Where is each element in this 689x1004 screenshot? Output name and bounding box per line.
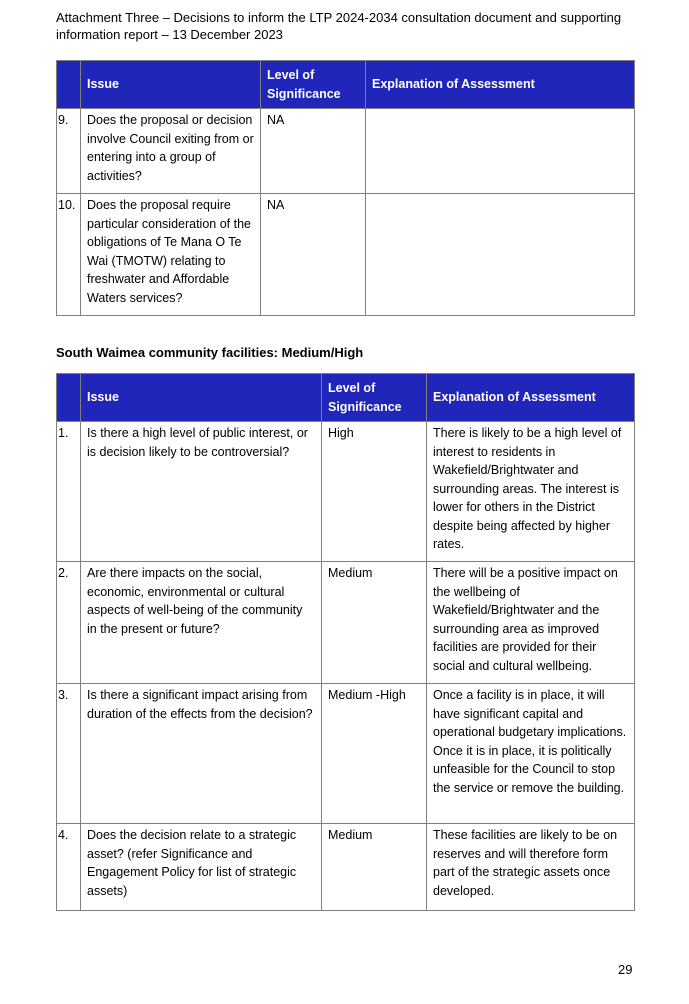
row-level: Medium (322, 824, 427, 911)
column-header-number (57, 374, 81, 422)
row-issue: Are there impacts on the social, economic, environmental or cultural aspects of well-being of the community in the present or future? (81, 562, 322, 684)
table-header-row (57, 374, 635, 422)
table-row (57, 684, 635, 824)
row-explanation (366, 194, 635, 316)
row-number: 2. (57, 562, 81, 684)
table-header-row (57, 61, 635, 109)
column-header-explanation: Explanation of Assessment (427, 374, 635, 422)
header-line-1: Attachment Three – Decisions to inform the LTP 2024-2034 consultation document and supporting (56, 10, 622, 25)
row-explanation: Once a facility is in place, it will have significant capital and operational budgetary implications. Once it is in place, it is politically unfeasible for the Council to stop the service or remove the building. (427, 684, 635, 824)
row-number: 10. (57, 194, 81, 316)
row-number: 9. (57, 109, 81, 194)
column-header-number (57, 61, 81, 109)
south-waimea-significance-table (56, 373, 635, 911)
significance-table-continued (56, 60, 635, 316)
row-issue: Does the decision relate to a strategic asset? (refer Significance and Engagement Policy for list of strategic assets) (81, 824, 322, 911)
row-issue: Is there a high level of public interest, or is decision likely to be controversial? (81, 422, 322, 562)
row-number: 1. (57, 422, 81, 562)
column-header-issue: Issue (81, 61, 261, 109)
table-row (57, 422, 635, 562)
section-title: South Waimea community facilities: Medium/High (56, 345, 364, 360)
row-level: NA (261, 194, 366, 316)
column-header-level: Level of Significance (261, 61, 366, 109)
row-explanation: There is likely to be a high level of interest to residents in Wakefield/Brightwater and surrounding areas. The interest is lower for others in the District despite being affected by higher rates. (427, 422, 635, 562)
row-number: 3. (57, 684, 81, 824)
row-explanation: These facilities are likely to be on reserves and will therefore form part of the strategic assets once developed. (427, 824, 635, 911)
column-header-explanation: Explanation of Assessment (366, 61, 635, 109)
row-explanation (366, 109, 635, 194)
table-row (57, 824, 635, 911)
row-number: 4. (57, 824, 81, 911)
row-issue: Does the proposal or decision involve Council exiting from or entering into a group of activities? (81, 109, 261, 194)
row-level: NA (261, 109, 366, 194)
row-level: Medium (322, 562, 427, 684)
table-row (57, 562, 635, 684)
column-header-level: Level of Significance (322, 374, 427, 422)
header-line-2: information report – 13 December 2023 (56, 27, 283, 42)
column-header-issue: Issue (81, 374, 322, 422)
row-issue: Does the proposal require particular consideration of the obligations of Te Mana O Te Wai (TMOTW) relating to freshwater and Affordable Waters services? (81, 194, 261, 316)
table-row (57, 109, 635, 194)
row-level: High (322, 422, 427, 562)
row-level: Medium -High (322, 684, 427, 824)
page-number: 29 (618, 962, 633, 977)
row-issue: Is there a significant impact arising from duration of the effects from the decision? (81, 684, 322, 824)
row-explanation: There will be a positive impact on the wellbeing of Wakefield/Brightwater and the surrounding area as improved facilities are provided for their social and cultural wellbeing. (427, 562, 635, 684)
table-row (57, 194, 635, 316)
document-header (56, 9, 656, 43)
